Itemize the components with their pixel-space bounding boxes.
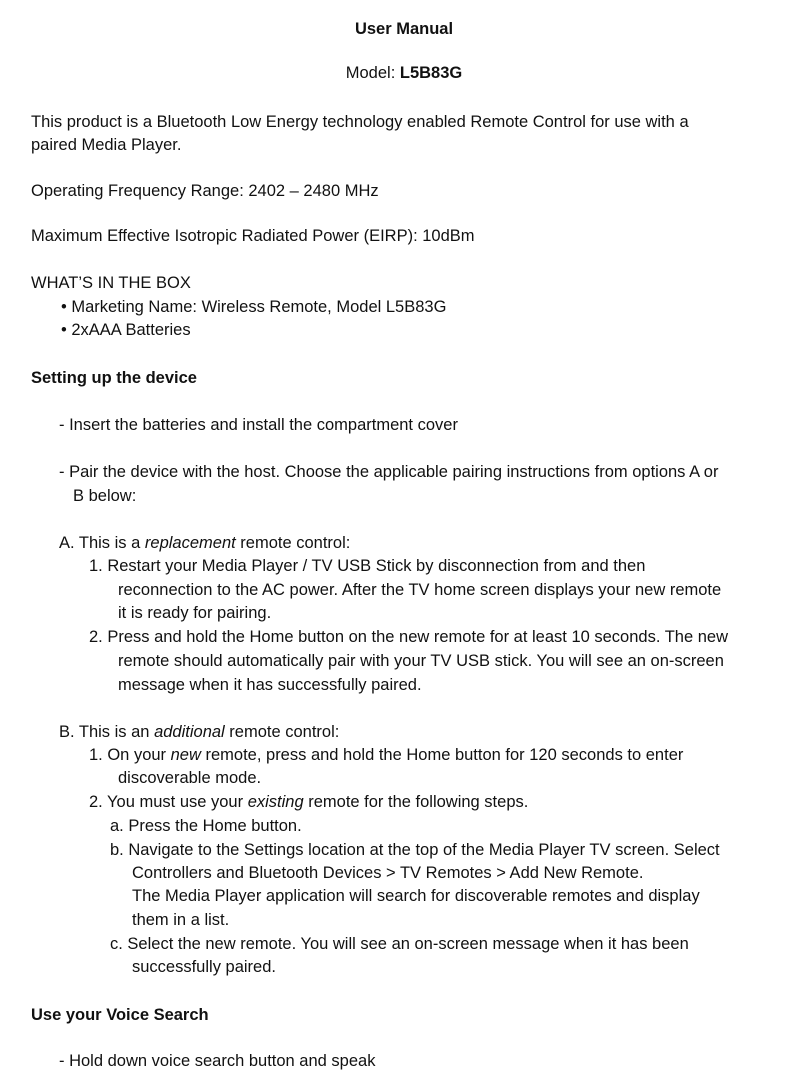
document-title: User Manual (354, 20, 454, 38)
option-b-substep-c-line-1: c. Select the new remote. You will see an on-screen message when it has been (110, 935, 689, 953)
option-a-heading (59, 531, 350, 555)
model-label: Model: (345, 64, 400, 82)
option-b-step-2-emphasis: existing (247, 793, 304, 811)
option-b-emphasis: additional (154, 723, 225, 741)
option-b-substep-c-line-2: successfully paired. (132, 958, 276, 976)
option-b-step-2-line-1 (89, 790, 528, 814)
model-value: L5B83G (399, 64, 463, 82)
option-a-step-2-line-1: 2. Press and hold the Home button on the new remote for at least 10 seconds. The new (89, 628, 728, 646)
box-item: • Marketing Name: Wireless Remote, Model L5B83G (61, 298, 447, 316)
option-b-step-1-emphasis: new (170, 746, 201, 764)
box-item: • 2xAAA Batteries (61, 321, 191, 339)
model-line (0, 61, 808, 85)
frequency-range: Operating Frequency Range: 2402 – 2480 MHz (31, 182, 379, 200)
setup-heading: Setting up the device (31, 369, 197, 387)
option-b-pre: B. This is an (59, 723, 155, 741)
option-b-step-1-line-1 (89, 743, 683, 767)
setup-step-2-line-2: B below: (73, 487, 137, 505)
option-b-step-1-post: remote, press and hold the Home button for 120 seconds to enter (200, 746, 684, 764)
voice-step-1: - Hold down voice search button and speak (59, 1052, 376, 1070)
option-b-step-2-pre: 2. You must use your (89, 793, 248, 811)
eirp-spec: Maximum Effective Isotropic Radiated Power (EIRP): 10dBm (31, 227, 475, 245)
option-b-substep-b-line-2: Controllers and Bluetooth Devices > TV Remotes > Add New Remote. (132, 864, 644, 882)
option-a-emphasis: replacement (144, 534, 236, 552)
option-a-pre: A. This is a (59, 534, 145, 552)
option-b-substep-a: a. Press the Home button. (110, 817, 302, 835)
setup-step-2-line-1: - Pair the device with the host. Choose the applicable pairing instructions from options A or (59, 463, 719, 481)
option-a-step-1-line-3: it is ready for pairing. (118, 604, 272, 622)
voice-heading: Use your Voice Search (31, 1006, 209, 1024)
description-line-2: paired Media Player. (31, 136, 182, 154)
option-b-heading (59, 720, 339, 744)
option-a-post: remote control: (235, 534, 351, 552)
option-b-step-2-post: remote for the following steps. (303, 793, 529, 811)
option-b-post: remote control: (224, 723, 340, 741)
option-b-step-1-pre: 1. On your (89, 746, 171, 764)
option-b-substep-b-line-4: them in a list. (132, 911, 230, 929)
description-line-1: This product is a Bluetooth Low Energy technology enabled Remote Control for use with a (31, 113, 689, 131)
option-a-step-1-line-2: reconnection to the AC power. After the TV home screen displays your new remote (118, 581, 722, 599)
option-b-step-1-line-2: discoverable mode. (118, 769, 262, 787)
option-b-substep-b-line-3: The Media Player application will search for discoverable remotes and display (132, 887, 700, 905)
setup-step-1: - Insert the batteries and install the compartment cover (59, 416, 458, 434)
option-b-substep-b-line-1: b. Navigate to the Settings location at the top of the Media Player TV screen. Select (110, 841, 720, 859)
box-heading: WHAT’S IN THE BOX (31, 274, 191, 292)
option-a-step-1-line-1: 1. Restart your Media Player / TV USB Stick by disconnection from and then (89, 557, 646, 575)
option-a-step-2-line-3: message when it has successfully paired. (118, 676, 422, 694)
option-a-step-2-line-2: remote should automatically pair with your TV USB stick. You will see an on-screen (118, 652, 724, 670)
